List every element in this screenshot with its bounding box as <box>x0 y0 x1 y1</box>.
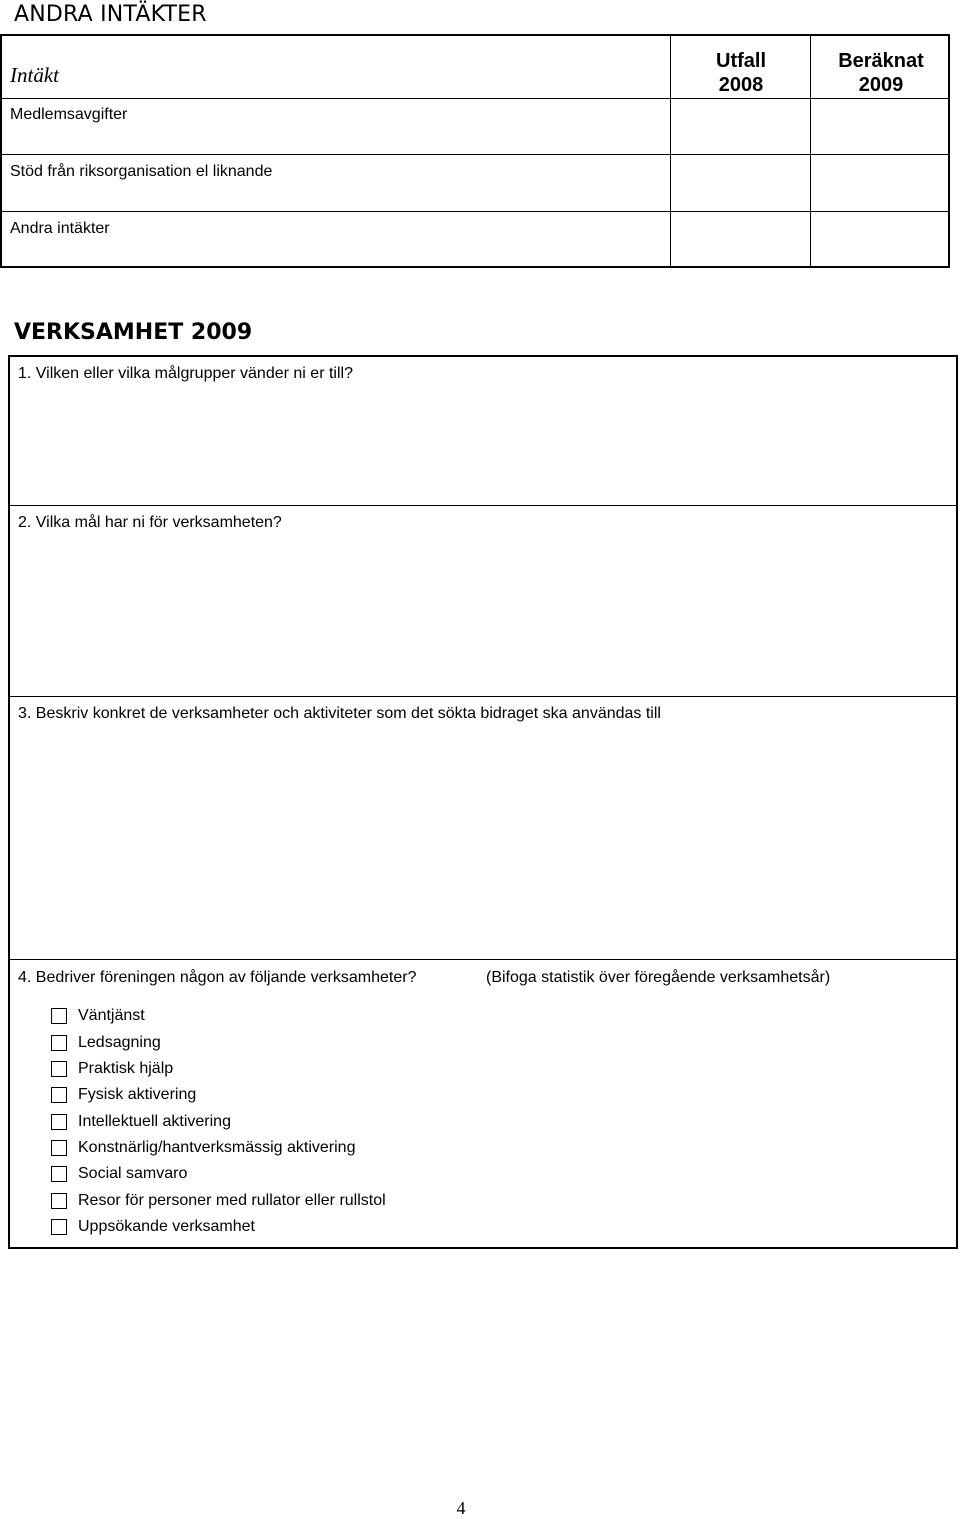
budget-column-header <box>812 49 950 97</box>
option-label: Väntjänst <box>78 1007 145 1024</box>
question-1: 1. Vilken eller vilka målgrupper vänder ni er till? <box>18 365 353 382</box>
budget-header-line2: 2009 <box>858 74 904 96</box>
option-row[interactable] <box>51 1058 173 1080</box>
question-divider <box>10 505 956 506</box>
option-row[interactable] <box>51 1216 255 1238</box>
checkbox[interactable] <box>51 1140 67 1156</box>
income-table <box>0 34 950 268</box>
outcome-header-line2: 2008 <box>718 74 764 96</box>
income-row-label: Medlemsavgifter <box>10 106 128 123</box>
question-4-note: (Bifoga statistik över föregående verksamhetsår) <box>486 969 831 986</box>
question-divider <box>10 959 956 960</box>
option-label: Konstnärlig/hantverksmässig aktivering <box>78 1139 356 1156</box>
income-row-label: Stöd från riksorganisation el liknande <box>10 163 273 180</box>
option-row[interactable] <box>51 1163 187 1185</box>
question-4: 4. Bedriver föreningen någon av följande verksamheter? <box>18 969 417 986</box>
option-row[interactable] <box>51 1190 386 1212</box>
option-label: Ledsagning <box>78 1034 161 1051</box>
checkbox[interactable] <box>51 1008 67 1024</box>
option-label: Social samvaro <box>78 1165 188 1182</box>
option-row[interactable] <box>51 1005 145 1027</box>
activity-heading: VERKSAMHET 2009 <box>14 320 253 345</box>
income-row-label: Andra intäkter <box>10 220 110 237</box>
option-row[interactable] <box>51 1032 161 1054</box>
budget-header-line1: Beräknat <box>838 50 924 72</box>
table-col-divider <box>810 36 811 266</box>
option-row[interactable] <box>51 1084 196 1106</box>
outcome-column-header <box>672 49 810 97</box>
table-row-divider <box>2 98 948 99</box>
option-label: Intellektuell aktivering <box>78 1113 231 1130</box>
outcome-header-line1: Utfall <box>716 50 766 72</box>
income-column-label: Intäkt <box>10 63 59 87</box>
table-row-divider <box>2 211 948 212</box>
option-label: Praktisk hjälp <box>78 1060 174 1077</box>
table-row-divider <box>2 154 948 155</box>
checkbox[interactable] <box>51 1219 67 1235</box>
option-label: Resor för personer med rullator eller rullstol <box>78 1192 386 1209</box>
question-divider <box>10 696 956 697</box>
checkbox[interactable] <box>51 1035 67 1051</box>
checkbox[interactable] <box>51 1166 67 1182</box>
option-label: Uppsökande verksamhet <box>78 1218 255 1235</box>
checkbox[interactable] <box>51 1193 67 1209</box>
option-row[interactable] <box>51 1111 231 1133</box>
question-2: 2. Vilka mål har ni för verksamheten? <box>18 514 282 531</box>
activity-box <box>8 355 958 1249</box>
checkbox[interactable] <box>51 1087 67 1103</box>
option-label: Fysisk aktivering <box>78 1086 197 1103</box>
checkbox[interactable] <box>51 1061 67 1077</box>
page-number: 4 <box>456 1498 466 1518</box>
question-3: 3. Beskriv konkret de verksamheter och aktiviteter som det sökta bidraget ska användas till <box>18 705 661 722</box>
income-heading: ANDRA INTÄKTER <box>14 2 207 27</box>
option-row[interactable] <box>51 1137 355 1159</box>
checkbox[interactable] <box>51 1114 67 1130</box>
table-col-divider <box>670 36 671 266</box>
